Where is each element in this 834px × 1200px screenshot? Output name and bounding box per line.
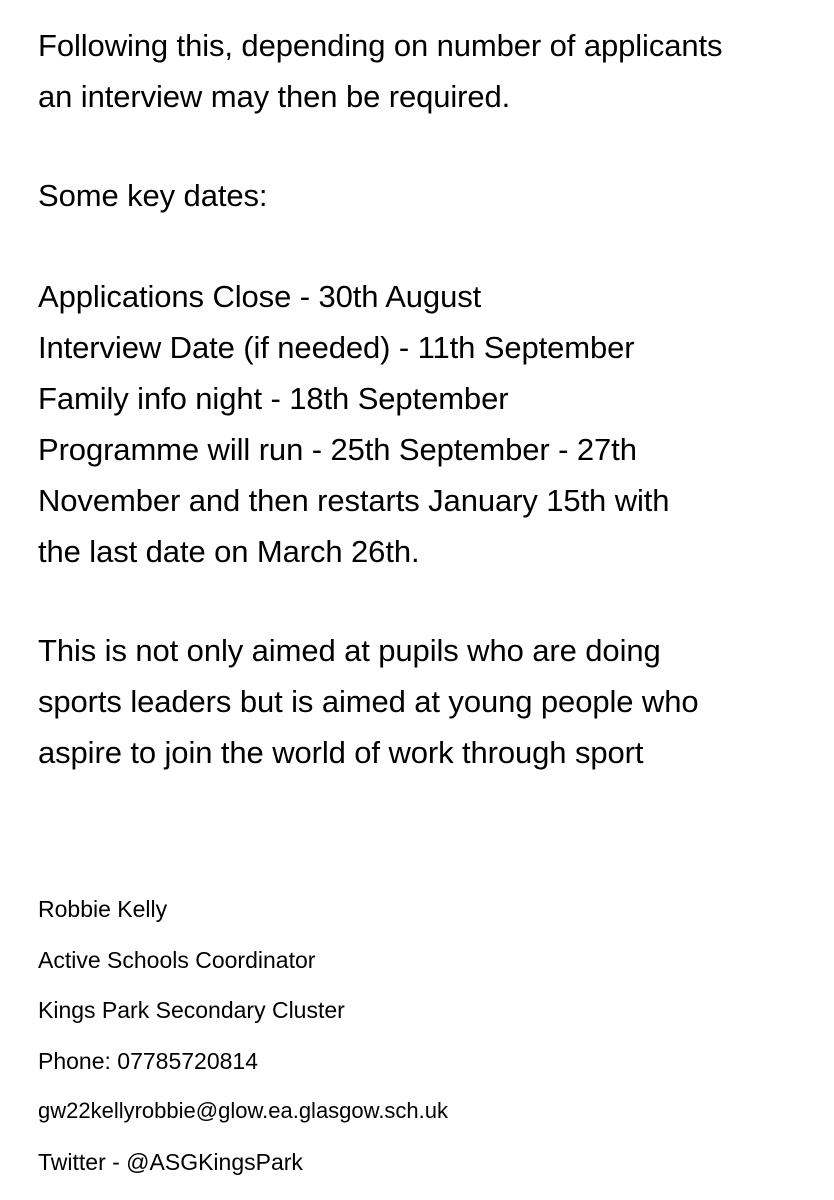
text-line: aspire to join the world of work through sport <box>38 735 644 770</box>
text-line: an interview may then be required. <box>38 79 511 114</box>
paragraph-target-audience <box>38 625 698 778</box>
date-programme-last: the last date on March 26th. <box>38 534 420 569</box>
date-programme-run-cont: November and then restarts January 15th with <box>38 483 670 518</box>
signature-title: Active Schools Coordinator <box>38 946 316 973</box>
text-line: Following this, depending on number of applicants <box>38 28 723 63</box>
text-line: This is not only aimed at pupils who are doing <box>38 633 661 668</box>
date-applications-close: Applications Close - 30th August <box>38 279 482 314</box>
signature-twitter: Twitter - @ASGKingsPark <box>38 1148 303 1175</box>
signature-organisation: Kings Park Secondary Cluster <box>38 997 345 1024</box>
text-line: sports leaders but is aimed at young people who <box>38 684 699 719</box>
signature-phone: Phone: 07785720814 <box>38 1047 258 1074</box>
signature-email: gw22kellyrobbie@glow.ea.glasgow.sch.uk <box>38 1098 449 1124</box>
paragraph-key-dates-heading <box>38 170 267 221</box>
date-interview: Interview Date (if needed) - 11th September <box>38 330 635 365</box>
date-family-info-night: Family info night - 18th September <box>38 381 509 416</box>
signature-name: Robbie Kelly <box>38 896 168 922</box>
signature-block <box>38 884 448 1188</box>
key-dates-heading: Some key dates: <box>38 178 268 213</box>
key-dates-list <box>38 271 669 577</box>
paragraph-interview-info <box>38 20 722 122</box>
date-programme-run: Programme will run - 25th September - 27th <box>38 432 637 467</box>
